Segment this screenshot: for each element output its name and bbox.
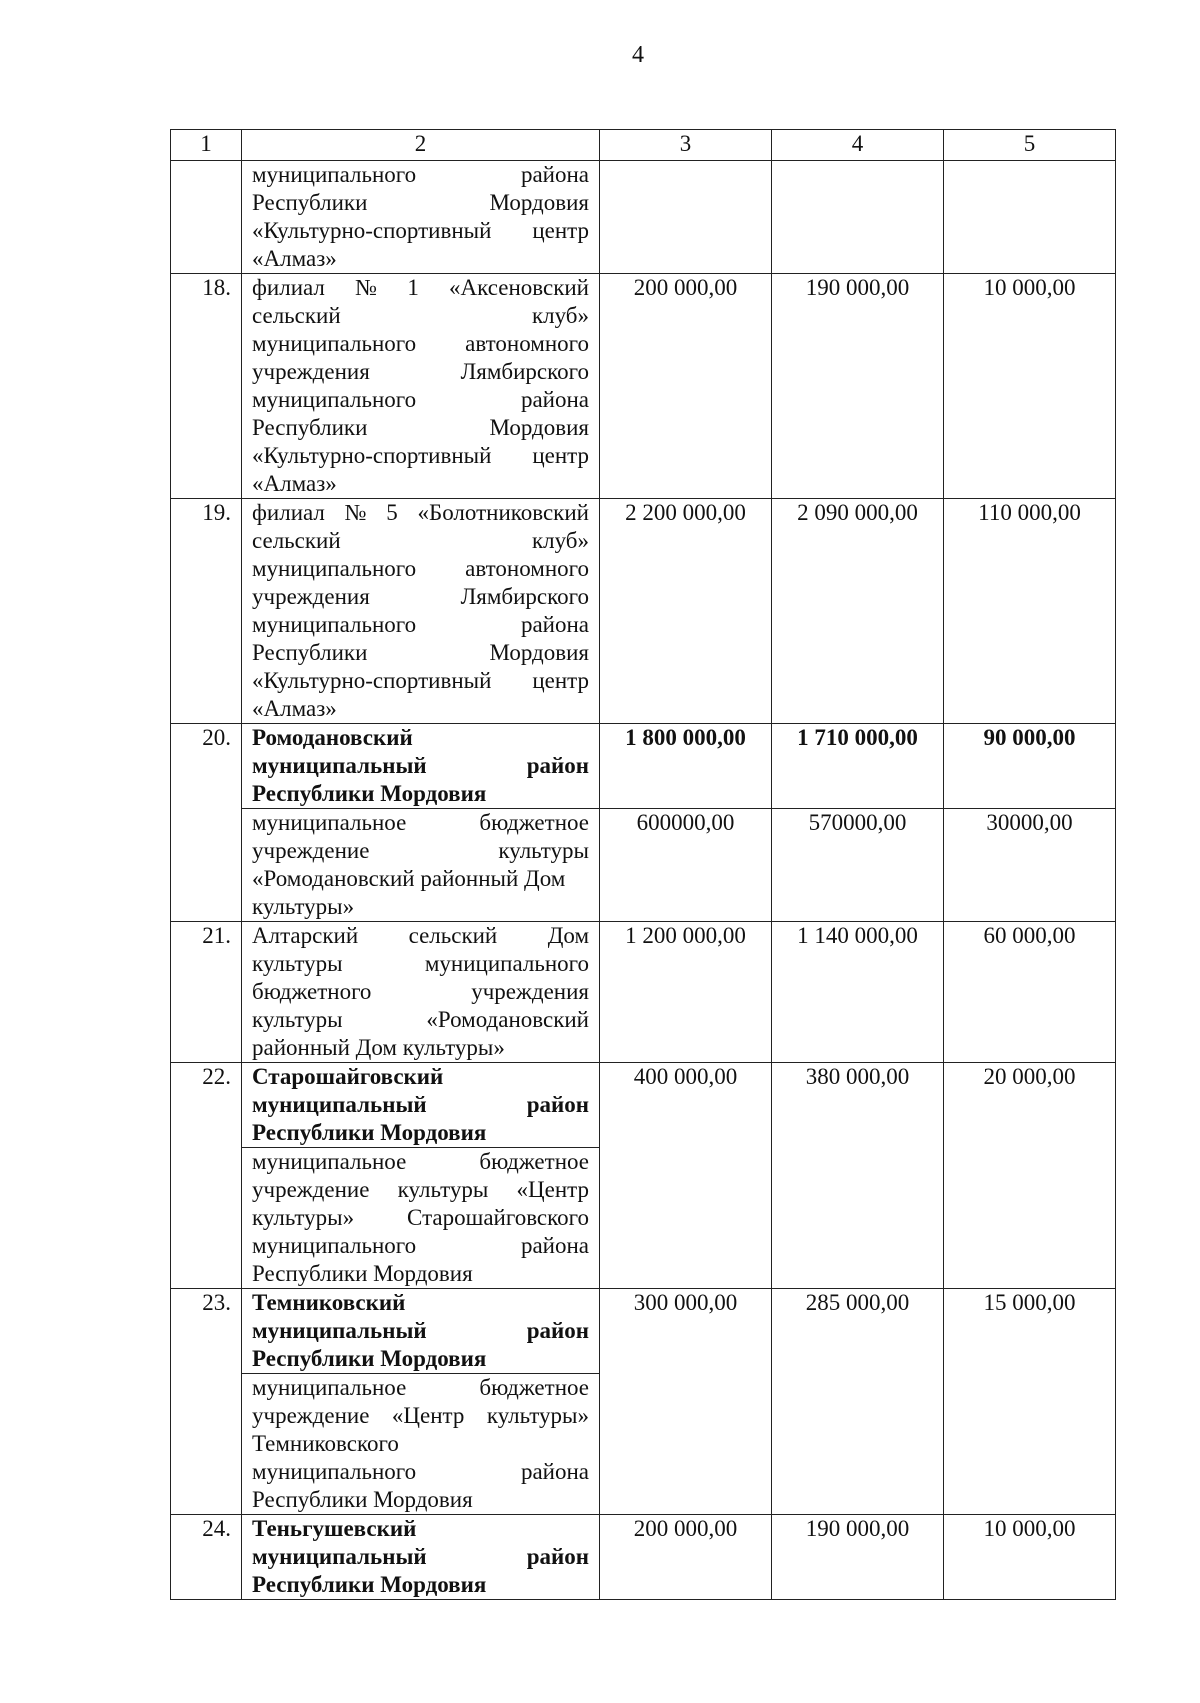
name-word: района xyxy=(520,612,589,637)
name-word: района xyxy=(520,162,589,187)
district-name xyxy=(242,724,600,809)
name-line xyxy=(252,950,589,978)
name-line xyxy=(252,1232,589,1260)
name-word: района xyxy=(520,1233,589,1258)
name-line xyxy=(252,611,589,639)
name-line xyxy=(252,161,589,189)
name-word: № xyxy=(355,275,378,300)
district-name xyxy=(242,1063,600,1148)
name-word: культуры xyxy=(397,1177,489,1202)
name-word: муниципальный xyxy=(252,1092,427,1117)
name-word: муниципального xyxy=(252,1233,417,1258)
table-row xyxy=(171,499,1116,724)
name-word: Мордовия xyxy=(489,415,589,440)
table-row xyxy=(171,1289,1116,1374)
name-line xyxy=(252,302,589,330)
name-line xyxy=(252,386,589,414)
name-word: № xyxy=(344,500,367,525)
name-line xyxy=(252,1091,589,1119)
name-word: центр xyxy=(532,218,589,243)
name-word: Республики Мордовия xyxy=(252,1572,487,1597)
table-row xyxy=(171,161,1116,274)
name-word: Темниковский xyxy=(252,1290,406,1315)
name-word: учреждение xyxy=(252,1403,370,1428)
recipient-name xyxy=(242,809,600,922)
header-col-3: 3 xyxy=(600,130,772,161)
amount-federal: 1 140 000,00 xyxy=(772,922,944,1063)
name-word: Мордовия xyxy=(489,640,589,665)
name-word: Республики Мордовия xyxy=(252,1120,487,1145)
name-word: «Алмаз» xyxy=(252,471,337,496)
name-line xyxy=(252,499,589,527)
name-line xyxy=(252,1260,589,1288)
amount-regional: 110 000,00 xyxy=(944,499,1116,724)
amount-total: 300 000,00 xyxy=(600,1289,772,1515)
name-line xyxy=(252,527,589,555)
name-word: «Аксеновский xyxy=(449,275,589,300)
row-number: 21. xyxy=(171,922,242,1063)
name-word: клуб» xyxy=(531,528,589,553)
amount-regional: 15 000,00 xyxy=(944,1289,1116,1515)
name-word: Темниковского xyxy=(252,1431,399,1456)
name-line xyxy=(252,1006,589,1034)
name-word: муниципальный xyxy=(252,1318,427,1343)
name-word: районный Дом культуры» xyxy=(252,1035,505,1060)
row-number: 18. xyxy=(171,274,242,499)
amount-total xyxy=(600,161,772,274)
name-word: бюджетного xyxy=(252,979,372,1004)
name-word: муниципальное xyxy=(252,1149,407,1174)
recipient-name xyxy=(242,274,600,499)
recipient-name xyxy=(242,499,600,724)
name-word: сельский xyxy=(252,303,341,328)
amount-federal: 1 710 000,00 xyxy=(772,724,944,809)
name-line xyxy=(252,189,589,217)
name-word: район xyxy=(526,753,589,778)
name-word: муниципальное xyxy=(252,810,407,835)
name-word: 5 xyxy=(386,500,398,525)
name-word: «Культурно-спортивный xyxy=(252,218,492,243)
name-word: муниципального xyxy=(252,612,417,637)
name-line xyxy=(252,414,589,442)
amount-total: 200 000,00 xyxy=(600,274,772,499)
name-word: муниципального xyxy=(424,951,589,976)
name-word: Республики xyxy=(252,190,368,215)
name-word: Мордовия xyxy=(489,190,589,215)
name-word: район xyxy=(526,1092,589,1117)
name-line xyxy=(252,1458,589,1486)
amount-regional: 60 000,00 xyxy=(944,922,1116,1063)
name-word: «Культурно-спортивный xyxy=(252,668,492,693)
name-line xyxy=(252,1176,589,1204)
name-word: Лямбирского xyxy=(460,359,589,384)
name-word: муниципального xyxy=(252,556,417,581)
amount-regional: 20 000,00 xyxy=(944,1063,1116,1289)
name-word: сельский xyxy=(252,528,341,553)
amount-federal: 2 090 000,00 xyxy=(772,499,944,724)
name-line xyxy=(252,1317,589,1345)
row-number: 24. xyxy=(171,1515,242,1600)
amount-regional: 90 000,00 xyxy=(944,724,1116,809)
amount-total: 2 200 000,00 xyxy=(600,499,772,724)
name-word: культуры xyxy=(252,1007,343,1032)
name-word: Республики Мордовия xyxy=(252,1487,473,1512)
header-col-2: 2 xyxy=(242,130,600,161)
amount-regional: 30000,00 xyxy=(944,809,1116,922)
name-word: муниципального xyxy=(252,387,417,412)
table-row xyxy=(171,274,1116,499)
amount-total: 1 800 000,00 xyxy=(600,724,772,809)
name-word: Республики Мордовия xyxy=(252,1261,473,1286)
name-line xyxy=(252,893,589,921)
amount-federal: 570000,00 xyxy=(772,809,944,922)
name-line xyxy=(252,639,589,667)
name-word: «Алмаз» xyxy=(252,696,337,721)
district-name xyxy=(242,1289,600,1374)
row-number xyxy=(171,161,242,274)
name-word: филиал xyxy=(252,275,325,300)
name-word: бюджетное xyxy=(479,1375,589,1400)
name-line xyxy=(252,1063,589,1091)
name-line xyxy=(252,358,589,386)
name-word: Теньгушевский xyxy=(252,1516,417,1541)
recipient-name xyxy=(242,922,600,1063)
name-line xyxy=(252,809,589,837)
name-line xyxy=(252,1515,589,1543)
name-line xyxy=(252,1543,589,1571)
name-word: «Ромодановский районный Дом xyxy=(252,866,566,891)
name-word: Республики xyxy=(252,415,368,440)
name-word: учреждения xyxy=(252,584,370,609)
name-word: 1 xyxy=(407,275,419,300)
amount-regional: 10 000,00 xyxy=(944,1515,1116,1600)
name-line xyxy=(252,695,589,723)
name-word: «Алмаз» xyxy=(252,246,337,271)
amount-total: 600000,00 xyxy=(600,809,772,922)
header-col-5: 5 xyxy=(944,130,1116,161)
name-line xyxy=(252,1345,589,1373)
amount-total: 200 000,00 xyxy=(600,1515,772,1600)
name-line xyxy=(252,470,589,498)
row-number: 19. xyxy=(171,499,242,724)
name-word: культуры» xyxy=(252,894,355,919)
amount-regional xyxy=(944,161,1116,274)
amount-total: 400 000,00 xyxy=(600,1063,772,1289)
name-line xyxy=(252,245,589,273)
name-word: «Центр xyxy=(391,1403,465,1428)
name-line xyxy=(252,1571,589,1599)
name-word: Алтарский xyxy=(252,923,359,948)
name-line xyxy=(252,780,589,808)
name-word: «Культурно-спортивный xyxy=(252,443,492,468)
name-word: Республики Мордовия xyxy=(252,781,487,806)
recipient-name xyxy=(242,161,600,274)
name-word: автономного xyxy=(465,556,589,581)
name-word: центр xyxy=(532,668,589,693)
name-word: Республики xyxy=(252,640,368,665)
name-word: муниципального xyxy=(252,331,417,356)
table-header-row xyxy=(171,130,1116,161)
table-row xyxy=(171,1515,1116,1600)
name-word: бюджетное xyxy=(479,810,589,835)
name-line xyxy=(252,1486,589,1514)
name-word: клуб» xyxy=(531,303,589,328)
name-line xyxy=(252,330,589,358)
row-number: 22. xyxy=(171,1063,242,1289)
name-word: муниципального xyxy=(252,162,417,187)
name-line xyxy=(252,724,589,752)
name-line xyxy=(252,752,589,780)
row-number: 23. xyxy=(171,1289,242,1515)
name-line xyxy=(252,274,589,302)
name-word: «Центр xyxy=(516,1177,589,1202)
row-number: 20. xyxy=(171,724,242,922)
table-row xyxy=(171,1063,1116,1148)
name-word: район xyxy=(526,1544,589,1569)
name-line xyxy=(252,1148,589,1176)
name-line xyxy=(252,865,589,893)
name-word: муниципальный xyxy=(252,753,427,778)
amount-federal: 190 000,00 xyxy=(772,274,944,499)
name-word: автономного xyxy=(465,331,589,356)
name-word: муниципальное xyxy=(252,1375,407,1400)
amount-total: 1 200 000,00 xyxy=(600,922,772,1063)
recipient-name xyxy=(242,1148,600,1289)
name-line xyxy=(252,1374,589,1402)
name-word: учреждение xyxy=(252,838,370,863)
name-word: бюджетное xyxy=(479,1149,589,1174)
amount-federal: 285 000,00 xyxy=(772,1289,944,1515)
name-line xyxy=(252,583,589,611)
name-line xyxy=(252,1289,589,1317)
name-word: учреждения xyxy=(252,359,370,384)
name-line xyxy=(252,1430,589,1458)
amount-federal: 380 000,00 xyxy=(772,1063,944,1289)
name-line xyxy=(252,837,589,865)
name-word: культуры xyxy=(252,951,343,976)
header-col-4: 4 xyxy=(772,130,944,161)
table-row xyxy=(171,922,1116,1063)
amount-federal xyxy=(772,161,944,274)
name-word: Старошайговского xyxy=(407,1205,589,1230)
name-line xyxy=(252,1034,589,1062)
district-name xyxy=(242,1515,600,1600)
name-word: Дом xyxy=(547,923,589,948)
name-word: Республики Мордовия xyxy=(252,1346,487,1371)
amount-federal: 190 000,00 xyxy=(772,1515,944,1600)
name-word: культуры» xyxy=(486,1403,589,1428)
name-line xyxy=(252,442,589,470)
name-word: филиал xyxy=(252,500,325,525)
name-line xyxy=(252,1402,589,1430)
name-word: культуры» xyxy=(252,1205,355,1230)
allocation-table xyxy=(170,129,1116,1600)
name-word: центр xyxy=(532,443,589,468)
name-line xyxy=(252,1119,589,1147)
name-word: «Болотниковский xyxy=(417,500,589,525)
name-word: Старошайговский xyxy=(252,1064,444,1089)
name-line xyxy=(252,555,589,583)
table-row xyxy=(171,809,1116,922)
header-col-1: 1 xyxy=(171,130,242,161)
name-line xyxy=(252,978,589,1006)
name-word: культуры xyxy=(498,838,589,863)
name-word: муниципальный xyxy=(252,1544,427,1569)
page-number: 4 xyxy=(632,42,644,68)
table-row xyxy=(171,724,1116,809)
amount-regional: 10 000,00 xyxy=(944,274,1116,499)
name-word: Лямбирского xyxy=(460,584,589,609)
name-line xyxy=(252,217,589,245)
name-line xyxy=(252,1204,589,1232)
recipient-name xyxy=(242,1374,600,1515)
name-word: района xyxy=(520,387,589,412)
name-word: сельский xyxy=(408,923,498,948)
name-word: Ромодановский xyxy=(252,725,413,750)
name-word: учреждения xyxy=(471,979,589,1004)
name-word: района xyxy=(520,1459,589,1484)
name-word: муниципального xyxy=(252,1459,417,1484)
name-word: район xyxy=(526,1318,589,1343)
name-word: учреждение xyxy=(252,1177,370,1202)
name-line xyxy=(252,922,589,950)
name-line xyxy=(252,667,589,695)
name-word: «Ромодановский xyxy=(426,1007,589,1032)
